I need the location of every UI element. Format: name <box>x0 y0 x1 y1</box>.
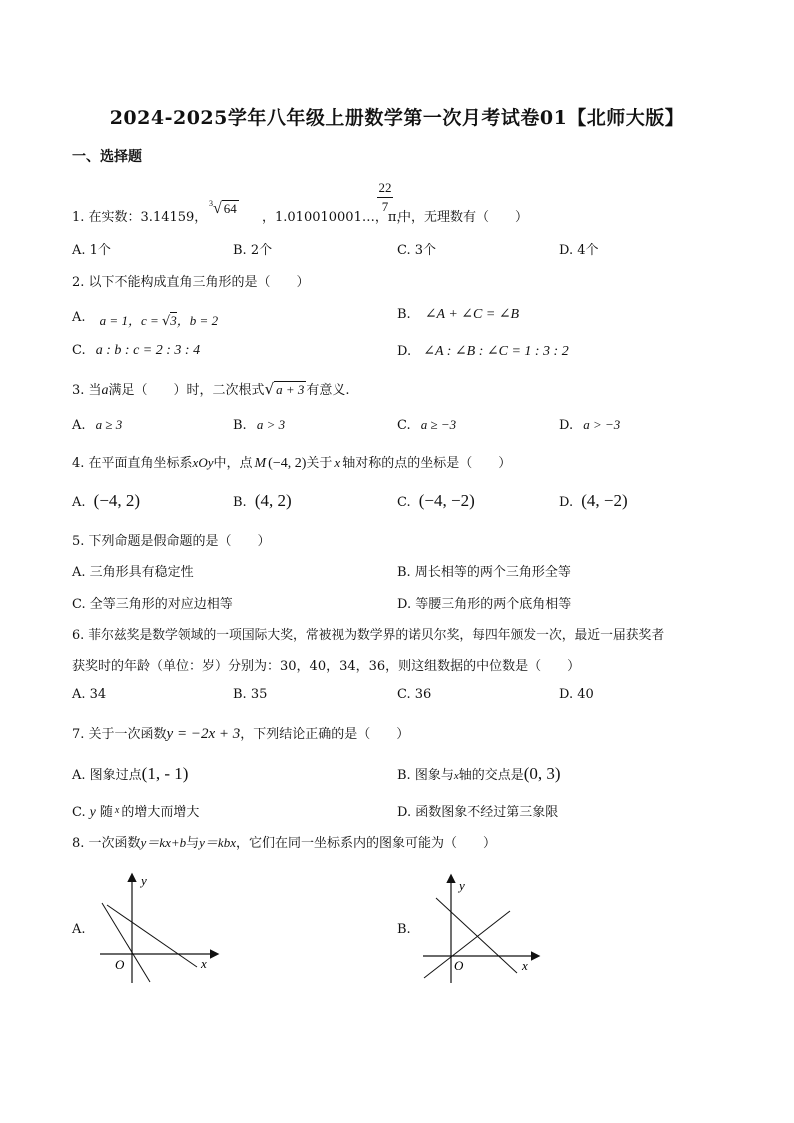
q7-c-var2: x <box>114 805 120 816</box>
q1-option-d[interactable]: D. 4个 <box>559 243 599 258</box>
q8-b-line-1 <box>436 898 517 973</box>
q7-option-c[interactable] <box>72 801 199 821</box>
q7-a-point: (1, - 1) <box>141 764 189 783</box>
q3-option-b[interactable] <box>233 417 285 433</box>
q7-c-post: 的增大而增大 <box>121 805 200 820</box>
q8-b-y-label: y <box>459 878 465 893</box>
q3-option-c[interactable] <box>397 417 456 433</box>
q6-line-2: 获奖时的年龄（单位：岁）分别为：30，40，34，36，则这组数据的中位数是（ ） <box>72 659 581 674</box>
q5-stem: 5. 下列命题是假命题的是（ ） <box>72 534 271 549</box>
q7-b-axis: x <box>453 770 459 782</box>
q5-option-d[interactable]: D. 等腰三角形的两个底角相等 <box>397 597 572 612</box>
q4-stem-pre: 4. 在平面直角坐标系 <box>72 456 193 471</box>
q4-axis: x <box>334 455 341 470</box>
q4-a-text: (−4, 2) <box>93 491 141 510</box>
q3-stem-pre: 3. 当 <box>72 383 102 398</box>
q1-root-index: 3 <box>209 198 213 208</box>
q4-stem <box>72 452 511 472</box>
q7-c-mid: 随 <box>99 805 113 820</box>
q7-option-b[interactable] <box>397 764 561 784</box>
q3-d-label: D. <box>559 418 574 433</box>
q3-stem-mid: 满足（ ）时，二次根式 <box>108 383 265 398</box>
q4-option-b[interactable] <box>233 491 292 511</box>
q3-b-text: a > 3 <box>256 417 286 432</box>
q4-option-d[interactable] <box>559 491 628 511</box>
q8-graph-b[interactable] <box>418 868 548 988</box>
q7-stem-pre: 7. 关于一次函数 <box>72 727 167 742</box>
q4-coord: (−4, 2) <box>268 456 307 471</box>
q5-option-c[interactable]: C. 全等三角形的对应边相等 <box>72 597 233 612</box>
q3-radicand: a + 3 <box>276 382 305 397</box>
q3-d-text: a > −3 <box>583 417 621 432</box>
q2-d-label: D. <box>397 344 412 359</box>
q4-b-label: B. <box>233 495 247 510</box>
q7-option-d[interactable]: D. 函数图象不经过第三象限 <box>397 805 559 820</box>
q1-frac-denominator: 7 <box>381 199 389 214</box>
q2-stem: 2. 以下不能构成直角三角形的是（ ） <box>72 275 310 290</box>
q3-a-label: A. <box>72 418 86 433</box>
q4-c-text: (−4, −2) <box>418 491 475 510</box>
section-heading: 一、选择题 <box>72 149 142 165</box>
q1-radicand: 64 <box>223 201 237 216</box>
q4-d-text: (4, −2) <box>581 491 628 510</box>
q2-c-label: C. <box>72 343 86 358</box>
q3-option-a[interactable] <box>72 417 122 433</box>
q1-stem-pre: 1. 在实数：3.14159， <box>72 210 208 225</box>
q8-b-origin: O <box>454 958 464 973</box>
q7-b-pre: B. 图象与 <box>397 768 454 783</box>
q4-stem-post1: 关于 <box>306 456 333 471</box>
q1-cube-root: $^3$√ 64 <box>209 198 237 217</box>
q2-option-b[interactable] <box>397 306 519 323</box>
q7-c-pre: C. <box>72 805 86 820</box>
q4-d-label: D. <box>559 495 574 510</box>
q5-option-a[interactable]: A. 三角形具有稳定性 <box>72 565 194 580</box>
q7-c-var: y <box>89 805 96 820</box>
q6-option-b[interactable]: B. 35 <box>233 687 268 702</box>
q8-stem-post: ，它们在同一坐标系内的图象可能为（ ） <box>235 836 496 851</box>
q2-c-text: a : b : c = 2 : 3 : 4 <box>95 343 201 358</box>
q3-var: a <box>101 383 109 398</box>
q8-stem-pre: 8. 一次函数 <box>72 836 141 851</box>
q8-option-b-label[interactable]: B. <box>397 922 411 937</box>
q8-stem-mid: 与 <box>186 836 200 851</box>
q2-option-a[interactable] <box>72 306 219 329</box>
q2-a-text-pre: a = 1，c = <box>99 313 162 328</box>
q7-b-point: (0, 3) <box>523 764 561 783</box>
page-title: 2024-2025学年八年级上册数学第一次月考试卷01【北师大版】 <box>109 107 685 129</box>
q3-c-label: C. <box>397 418 411 433</box>
q7-a-pre: A. 图象过点 <box>72 768 142 783</box>
q8-f1: y＝kx+b <box>140 835 187 850</box>
q2-a-label: A. <box>72 310 86 325</box>
q7-func: y = −2x + 3 <box>166 726 241 742</box>
q1-option-c[interactable]: C. 3个 <box>397 243 437 258</box>
q8-a-y-label: y <box>141 873 147 888</box>
q4-option-a[interactable] <box>72 491 140 511</box>
q1-stem-mid: ，1.010010001…，π， <box>262 210 410 225</box>
q3-c-text: a ≥ −3 <box>420 417 457 432</box>
q4-point: M <box>254 456 267 471</box>
q1-fraction <box>377 180 393 215</box>
q4-b-text: (4, 2) <box>254 491 292 510</box>
q8-f2: y＝kbx <box>199 835 236 850</box>
q3-stem-post: 有意义. <box>306 383 350 398</box>
q7-stem-post: ，下列结论正确的是（ ） <box>240 727 410 742</box>
q4-sys: xOy <box>192 455 214 470</box>
q2-b-text: ∠A + ∠C = ∠B <box>424 307 520 322</box>
q1-stem-post: 中，无理数有（ ） <box>398 210 529 225</box>
q2-option-d[interactable] <box>397 343 569 360</box>
q1-option-b[interactable]: B. 2个 <box>233 243 273 258</box>
q8-a-x-label: x <box>201 956 207 971</box>
q2-option-c[interactable] <box>72 343 200 359</box>
q8-option-a-label[interactable]: A. <box>72 922 86 937</box>
q8-stem <box>72 832 496 851</box>
q1-frac-numerator: 22 <box>378 180 392 195</box>
q7-stem <box>72 723 409 743</box>
q4-option-c[interactable] <box>397 491 475 511</box>
q8-graph-a[interactable] <box>95 868 230 988</box>
q2-a-sqrt-radicand: 3 <box>170 313 177 328</box>
q6-option-d[interactable]: D. 40 <box>559 687 594 702</box>
q3-sqrt-sign: √ <box>264 380 275 398</box>
q7-b-mid: 轴的交点是 <box>458 768 524 783</box>
q6-option-c[interactable]: C. 36 <box>397 687 432 702</box>
q3-stem <box>72 379 350 399</box>
q2-a-text-post: ，b = 2 <box>176 313 219 328</box>
q8-a-origin: O <box>115 957 125 972</box>
q2-d-text: ∠A : ∠B : ∠C = 1 : 3 : 2 <box>423 344 569 359</box>
q3-b-label: B. <box>233 418 247 433</box>
q6-line-1: 6. 菲尔兹奖是数学领域的一项国际大奖，常被视为数学界的诺贝尔奖，每四年颁发一次，最近一届获奖者 <box>72 628 665 643</box>
q8-b-line-2 <box>424 911 510 978</box>
q1-option-a[interactable]: A. 1个 <box>72 243 111 258</box>
q3-a-text: a ≥ 3 <box>95 417 123 432</box>
q7-option-a[interactable] <box>72 764 188 784</box>
q8-a-line-1 <box>102 903 150 982</box>
q4-stem-post2: 轴对称的点的坐标是（ ） <box>342 456 512 471</box>
q4-c-label: C. <box>397 495 411 510</box>
q3-option-d[interactable] <box>559 417 620 433</box>
q8-b-x-label: x <box>522 958 528 973</box>
q5-option-b[interactable]: B. 周长相等的两个三角形全等 <box>397 565 571 580</box>
q6-option-a[interactable]: A. 34 <box>72 687 107 702</box>
q2-a-sqrt-sign: √ <box>162 314 171 329</box>
q4-stem-mid: 中，点 <box>213 456 253 471</box>
q2-b-label: B. <box>397 307 411 322</box>
q4-a-label: A. <box>72 495 86 510</box>
